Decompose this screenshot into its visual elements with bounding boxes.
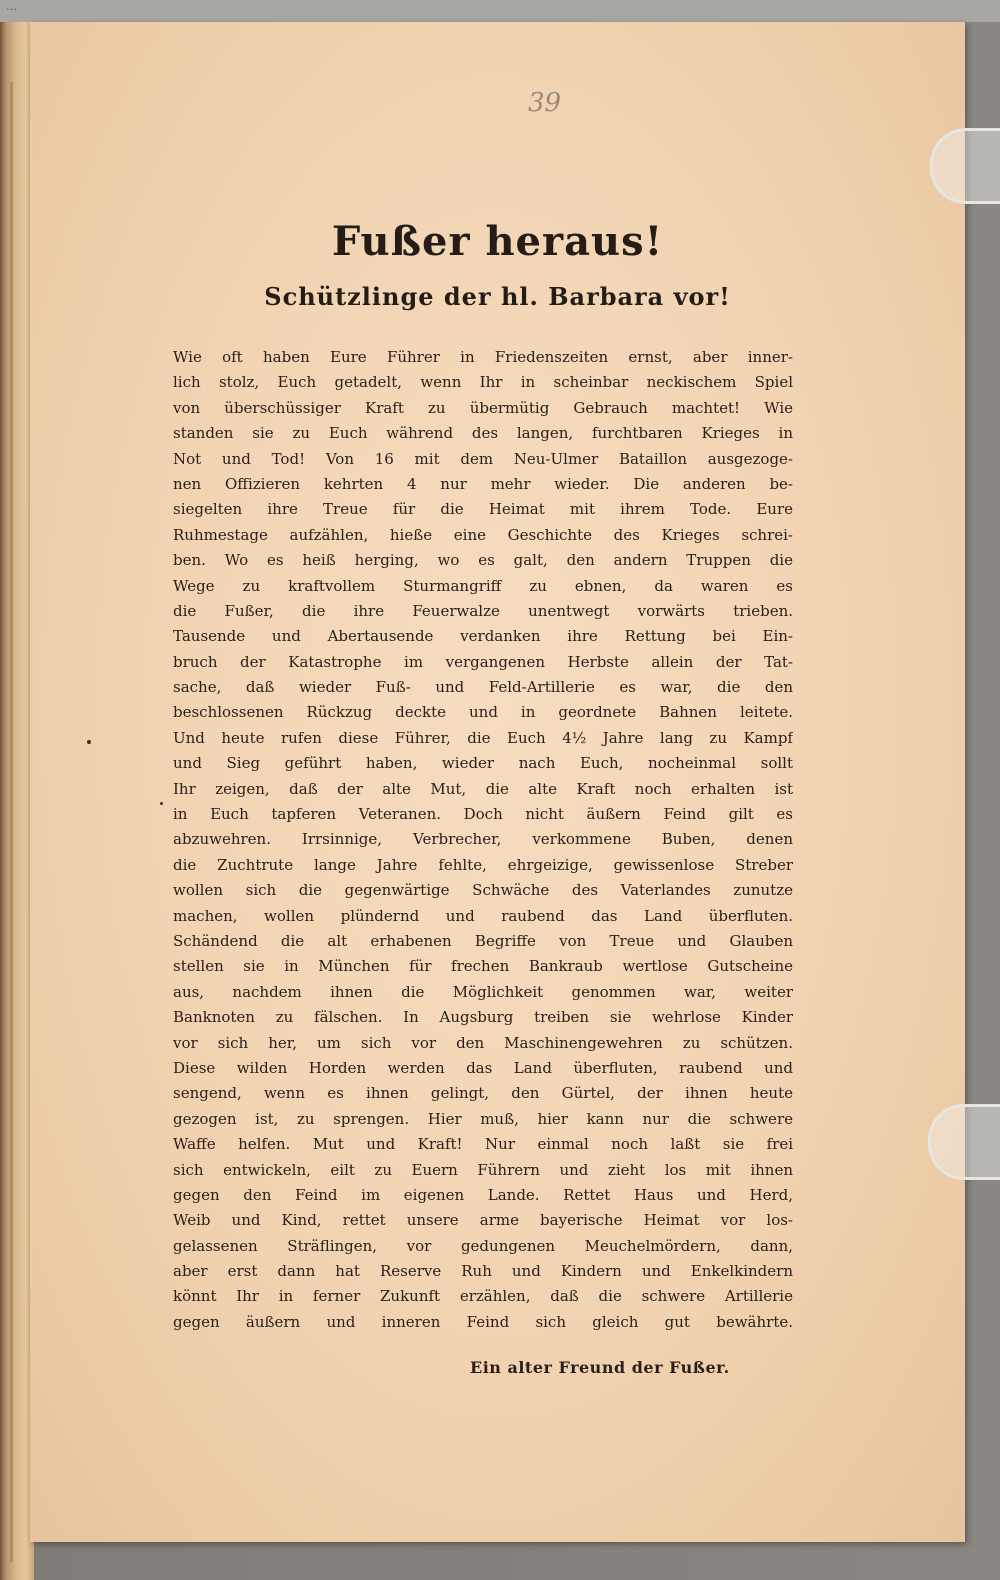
folio-number: 39 [528, 88, 562, 118]
body-line: Wie oft haben Eure Führer in Friedenszeiten ernst, aber inner- [173, 348, 793, 366]
body-line: die Fußer, die ihre Feuerwalze unentwegt vorwärts trieben. [173, 601, 793, 620]
body-line: Tausende und Abertausende verdanken ihre Rettung bei Ein- [173, 627, 793, 646]
body-line: von überschüssiger Kraft zu übermütig Gebrauch machtet! Wie [173, 398, 793, 417]
body-line: könnt Ihr in ferner Zukunft erzählen, daß die schwere Artillerie [173, 1287, 793, 1306]
body-line: sengend, wenn es ihnen gelingt, den Gürtel, der ihnen heute [173, 1084, 793, 1103]
body-line: in Euch tapferen Veteranen. Doch nicht äußern Feind gilt es [173, 805, 793, 824]
body-line: wollen sich die gegenwärtige Schwäche des Vaterlandes zunutze [173, 881, 793, 900]
archive-reference: … [6, 0, 18, 13]
body-line: aus, nachdem ihnen die Möglichkeit genommen war, weiter [173, 982, 793, 1001]
body-line: beschlossenen Rückzug deckte und in geordnete Bahnen leitete. [173, 703, 793, 722]
body-line: gegen den Feind im eigenen Lande. Rettet Haus und Herd, [173, 1185, 793, 1204]
body-line: Banknoten zu fälschen. In Augsburg treiben sie wehrlose Kinder [173, 1008, 793, 1027]
body-line: Ruhmestage aufzählen, hieße eine Geschichte des Krieges schrei- [173, 525, 793, 544]
scan-top-strip [0, 0, 1000, 22]
body-line: Diese wilden Horden werden das Land überfluten, raubend und [173, 1058, 793, 1077]
document-page [30, 22, 965, 1542]
body-line: Ihr zeigen, daß der alte Mut, die alte Kraft noch erhalten ist [173, 779, 793, 798]
body-line: und Sieg geführt haben, wieder nach Euch, nocheinmal sollt [173, 754, 793, 773]
plastic-clip-bottom [928, 1104, 1000, 1180]
body-line: nen Offizieren kehrten 4 nur mehr wieder. Die anderen be- [173, 474, 793, 493]
body-line: Und heute rufen diese Führer, die Euch 4½ Jahre lang zu Kampf [173, 728, 793, 747]
body-line: Not und Tod! Von 16 mit dem Neu-Ulmer Bataillon ausgezoge- [173, 449, 793, 468]
body-line: sache, daß wieder Fuß- und Feld-Artillerie es war, die den [173, 678, 793, 697]
body-line: siegelten ihre Treue für die Heimat mit ihrem Tode. Eure [173, 500, 793, 519]
body-line: ben. Wo es heiß herging, wo es galt, den andern Truppen die [173, 551, 793, 570]
body-line: abzuwehren. Irrsinnige, Verbrecher, verkommene Buben, denen [173, 830, 793, 849]
body-line: die Zuchtrute lange Jahre fehlte, ehrgeizige, gewissenlose Streber [173, 855, 793, 874]
page-title: Fußer heraus! [331, 218, 664, 265]
body-line: lich stolz, Euch getadelt, wenn Ihr in scheinbar neckischem Spiel [173, 373, 793, 392]
body-line: aber erst dann hat Reserve Ruh und Kindern und Enkelkindern [173, 1262, 793, 1281]
body-line: Schändend die alt erhabenen Begriffe von Treue und Glauben [173, 931, 793, 950]
body-text [173, 345, 793, 1335]
body-line: vor sich her, um sich vor den Maschinengewehren zu schützen. [173, 1033, 793, 1052]
body-line: Waffe helfen. Mut und Kraft! Nur einmal noch laßt sie frei [173, 1135, 793, 1154]
body-line: Wege zu kraftvollem Sturmangriff zu ebnen, da waren es [173, 576, 793, 595]
plastic-clip-top [930, 128, 1000, 204]
signature: Ein alter Freund der Fußer. [470, 1358, 730, 1377]
page-binding-edge [0, 22, 34, 1580]
body-line: bruch der Katastrophe im vergangenen Herbste allein der Tat- [173, 652, 793, 671]
body-line: stellen sie in München für frechen Bankraub wertlose Gutscheine [173, 957, 793, 976]
body-line: Weib und Kind, rettet unsere arme bayerische Heimat vor los- [173, 1211, 793, 1230]
body-line: gegen äußern und inneren Feind sich gleich gut bewährte. [173, 1312, 793, 1331]
page-subtitle: Schützlinge der hl. Barbara vor! [264, 282, 731, 311]
body-line: sich entwickeln, eilt zu Euern Führern und zieht los mit ihnen [173, 1160, 793, 1179]
body-line: gezogen ist, zu sprengen. Hier muß, hier kann nur die schwere [173, 1109, 793, 1128]
body-line: machen, wollen plündernd und raubend das Land überfluten. [173, 906, 793, 925]
ink-speck [160, 802, 163, 805]
body-line: standen sie zu Euch während des langen, furchtbaren Krieges in [173, 424, 793, 443]
ink-speck [87, 740, 91, 744]
body-line: gelassenen Sträflingen, vor gedungenen Meuchelmördern, dann, [173, 1236, 793, 1255]
